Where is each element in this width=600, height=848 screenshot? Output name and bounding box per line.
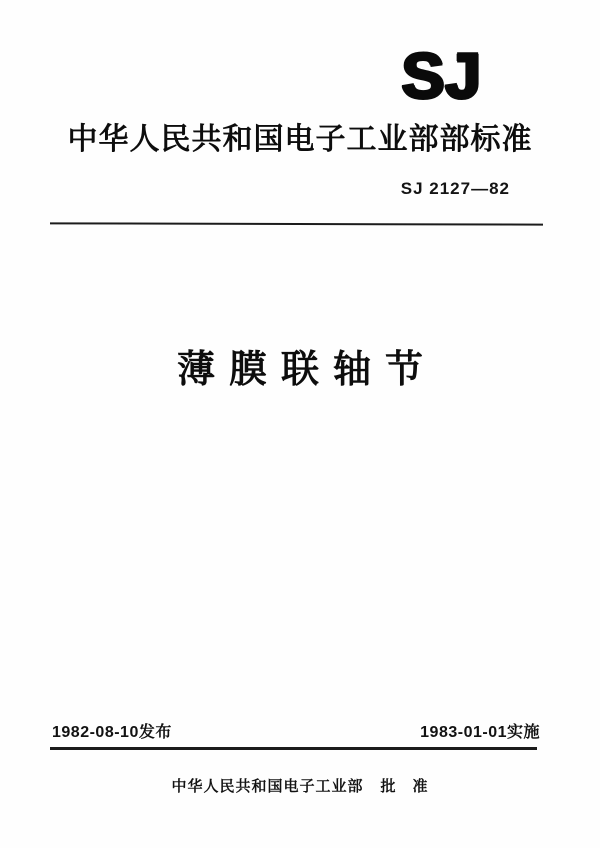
approval-label: 批 准 — [380, 778, 429, 795]
standard-number: SJ 2127—82 — [400, 179, 510, 198]
date-row — [52, 723, 540, 743]
top-divider-rule — [50, 222, 543, 225]
approval-line — [0, 777, 600, 796]
bottom-divider-rule — [50, 747, 537, 750]
document-title: 薄膜联轴节 — [176, 349, 437, 391]
approving-authority: 中华人民共和国电子工业部 — [171, 778, 364, 795]
issue-date: 1982-08-10发布 — [52, 724, 172, 741]
implementation-date: 1983-01-01实施 — [420, 724, 540, 741]
ministry-standard-title: 中华人民共和国电子工业部部标准 — [67, 123, 533, 156]
sj-standard-logo: SJ — [401, 40, 482, 112]
